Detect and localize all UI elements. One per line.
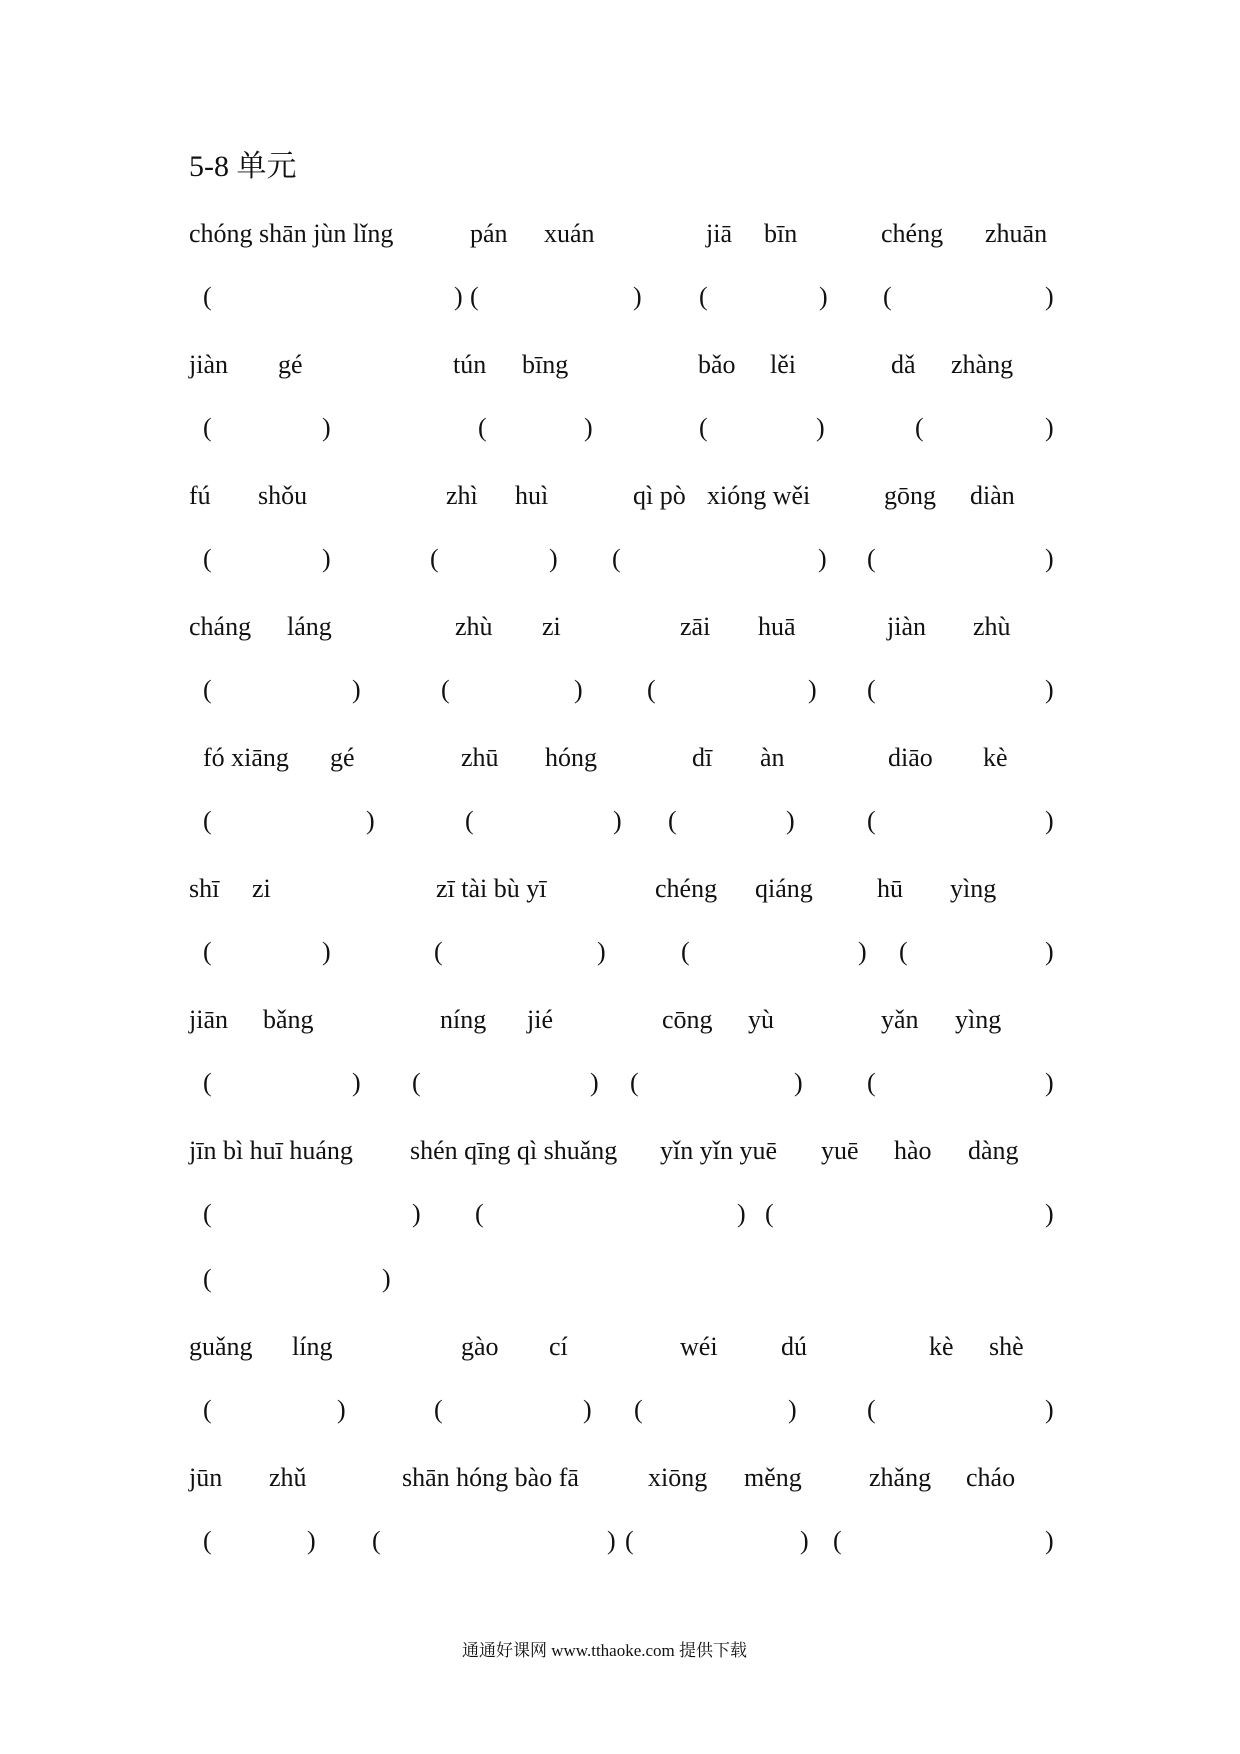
right-paren: ) [352,675,361,704]
right-paren: ) [818,544,827,573]
pinyin-text: xuán [544,219,595,248]
pinyin-text: chóng shān jùn lǐng [189,219,394,248]
left-paren: ( [867,544,876,573]
pinyin-text: hào [894,1136,932,1165]
pinyin-text: hū [877,874,903,903]
left-paren: ( [203,1199,212,1228]
pinyin-row [0,1327,1240,1367]
right-paren: ) [590,1068,599,1097]
pinyin-text: jiā [706,219,732,248]
pinyin-row [0,738,1240,778]
right-paren: ) [613,806,622,835]
pinyin-text: bǎo [698,350,736,379]
right-paren: ) [322,544,331,573]
right-paren: ) [584,413,593,442]
right-paren: ) [549,544,558,573]
left-paren: ( [478,413,487,442]
answer-row [0,1521,1240,1561]
pinyin-text: dī [692,743,713,772]
pinyin-text: jiàn [189,350,228,379]
pinyin-text: gào [461,1332,499,1361]
pinyin-text: zhàng [951,350,1014,379]
pinyin-row [0,869,1240,909]
pinyin-text: zī tài bù yī [436,874,547,903]
pinyin-text: yǐn yǐn yuē [660,1136,777,1165]
pinyin-text: zhuān [985,219,1048,248]
right-paren: ) [800,1526,809,1555]
left-paren: ( [612,544,621,573]
right-paren: ) [1045,1068,1054,1097]
right-paren: ) [307,1526,316,1555]
left-paren: ( [647,675,656,704]
pinyin-text: gé [330,743,355,772]
pinyin-text: qì pò [633,481,686,510]
left-paren: ( [867,1068,876,1097]
left-paren: ( [203,1068,212,1097]
right-paren: ) [786,806,795,835]
left-paren: ( [915,413,924,442]
left-paren: ( [430,544,439,573]
pinyin-text: huì [515,481,549,510]
pinyin-text: cí [549,1332,568,1361]
left-paren: ( [203,1264,212,1293]
pinyin-row [0,1458,1240,1498]
pinyin-text: xiōng [648,1463,708,1492]
pinyin-text: fó xiāng [203,743,289,772]
pinyin-text: líng [292,1332,333,1361]
right-paren: ) [794,1068,803,1097]
right-paren: ) [607,1526,616,1555]
pinyin-text: àn [760,743,785,772]
page-footer: 通通好课网 www.tthaoke.com 提供下载 [462,1641,748,1660]
pinyin-row [0,1131,1240,1171]
pinyin-text: zhì [446,481,478,510]
pinyin-text: dǎ [891,350,916,379]
pinyin-text: chéng [881,219,944,248]
pinyin-text: shī [189,874,220,903]
right-paren: ) [352,1068,361,1097]
answer-row [0,801,1240,841]
pinyin-text: zi [252,874,271,903]
pinyin-text: cháo [966,1463,1016,1492]
pinyin-text: wéi [680,1332,718,1361]
pinyin-text: qiáng [755,874,813,903]
right-paren: ) [816,413,825,442]
left-paren: ( [634,1395,643,1424]
answer-row [0,277,1240,317]
pinyin-text: jié [527,1005,553,1034]
right-paren: ) [366,806,375,835]
pinyin-text: yuē [821,1136,859,1165]
pinyin-row [0,607,1240,647]
right-paren: ) [583,1395,592,1424]
pinyin-text: zhǔ [269,1463,307,1492]
left-paren: ( [412,1068,421,1097]
pinyin-text: měng [744,1463,802,1492]
pinyin-text: cháng [189,612,252,641]
left-paren: ( [630,1068,639,1097]
left-paren: ( [899,937,908,966]
pinyin-text: shǒu [258,481,308,510]
pinyin-text: zhǎng [869,1463,932,1492]
pinyin-text: kè [929,1332,954,1361]
right-paren: ) [382,1264,391,1293]
left-paren: ( [475,1199,484,1228]
right-paren: ) [858,937,867,966]
answer-row [0,1063,1240,1103]
left-paren: ( [203,413,212,442]
right-paren: ) [337,1395,346,1424]
right-paren: ) [1045,675,1054,704]
page-title: 5-8 单元 [189,150,297,183]
left-paren: ( [203,937,212,966]
pinyin-text: lěi [770,350,796,379]
left-paren: ( [867,675,876,704]
pinyin-row [0,476,1240,516]
left-paren: ( [470,282,479,311]
right-paren: ) [1045,282,1054,311]
right-paren: ) [1045,413,1054,442]
pinyin-text: guǎng [189,1332,253,1361]
left-paren: ( [203,1395,212,1424]
pinyin-text: bǎng [263,1005,314,1034]
left-paren: ( [203,282,212,311]
pinyin-text: pán [470,219,508,248]
left-paren: ( [699,282,708,311]
pinyin-text: shān hóng bào fā [402,1463,579,1492]
pinyin-text: cōng [662,1005,713,1034]
left-paren: ( [625,1526,634,1555]
pinyin-text: gōng [884,481,936,510]
right-paren: ) [737,1199,746,1228]
left-paren: ( [203,544,212,573]
pinyin-text: níng [440,1005,487,1034]
pinyin-text: yǎn [881,1005,919,1034]
left-paren: ( [699,413,708,442]
pinyin-text: shè [989,1332,1024,1361]
pinyin-text: fú [189,481,211,510]
pinyin-text: jīn bì huī huáng [189,1136,353,1165]
pinyin-text: tún [453,350,487,379]
pinyin-text: kè [983,743,1008,772]
left-paren: ( [441,675,450,704]
pinyin-text: yìng [950,874,997,903]
pinyin-text: zhū [461,743,499,772]
right-paren: ) [819,282,828,311]
pinyin-text: jiàn [887,612,926,641]
left-paren: ( [867,806,876,835]
left-paren: ( [203,806,212,835]
pinyin-text: jiān [189,1005,228,1034]
left-paren: ( [203,1526,212,1555]
pinyin-text: hóng [545,743,597,772]
right-paren: ) [1045,1199,1054,1228]
pinyin-text: diàn [970,481,1015,510]
right-paren: ) [1045,1526,1054,1555]
answer-row [0,408,1240,448]
right-paren: ) [322,413,331,442]
pinyin-text: xióng wěi [707,481,811,510]
pinyin-text: jūn [189,1463,223,1492]
left-paren: ( [883,282,892,311]
right-paren: ) [412,1199,421,1228]
right-paren: ) [322,937,331,966]
right-paren: ) [633,282,642,311]
pinyin-text: gé [278,350,303,379]
right-paren: ) [1045,806,1054,835]
pinyin-text: huā [758,612,796,641]
pinyin-text: diāo [888,743,933,772]
left-paren: ( [434,937,443,966]
pinyin-row [0,214,1240,254]
pinyin-row [0,345,1240,385]
pinyin-text: dú [781,1332,807,1361]
pinyin-row [0,1000,1240,1040]
pinyin-text: bīn [764,219,798,248]
answer-row [0,1259,1240,1299]
answer-row [0,1194,1240,1234]
pinyin-text: yù [748,1005,774,1034]
left-paren: ( [668,806,677,835]
pinyin-text: yìng [955,1005,1002,1034]
left-paren: ( [372,1526,381,1555]
pinyin-text: chéng [655,874,718,903]
right-paren: ) [574,675,583,704]
right-paren: ) [454,282,463,311]
right-paren: ) [1045,544,1054,573]
answer-row [0,539,1240,579]
pinyin-text: zi [542,612,561,641]
pinyin-text: bīng [522,350,569,379]
right-paren: ) [788,1395,797,1424]
answer-row [0,1390,1240,1430]
answer-row [0,932,1240,972]
pinyin-text: dàng [968,1136,1019,1165]
left-paren: ( [681,937,690,966]
left-paren: ( [765,1199,774,1228]
pinyin-text: zhù [455,612,493,641]
left-paren: ( [434,1395,443,1424]
pinyin-text: zhù [973,612,1011,641]
left-paren: ( [833,1526,842,1555]
answer-row [0,670,1240,710]
pinyin-text: zāi [680,612,711,641]
left-paren: ( [867,1395,876,1424]
left-paren: ( [203,675,212,704]
left-paren: ( [465,806,474,835]
right-paren: ) [808,675,817,704]
right-paren: ) [597,937,606,966]
pinyin-text: shén qīng qì shuǎng [410,1136,618,1165]
pinyin-text: láng [287,612,332,641]
right-paren: ) [1045,937,1054,966]
right-paren: ) [1045,1395,1054,1424]
